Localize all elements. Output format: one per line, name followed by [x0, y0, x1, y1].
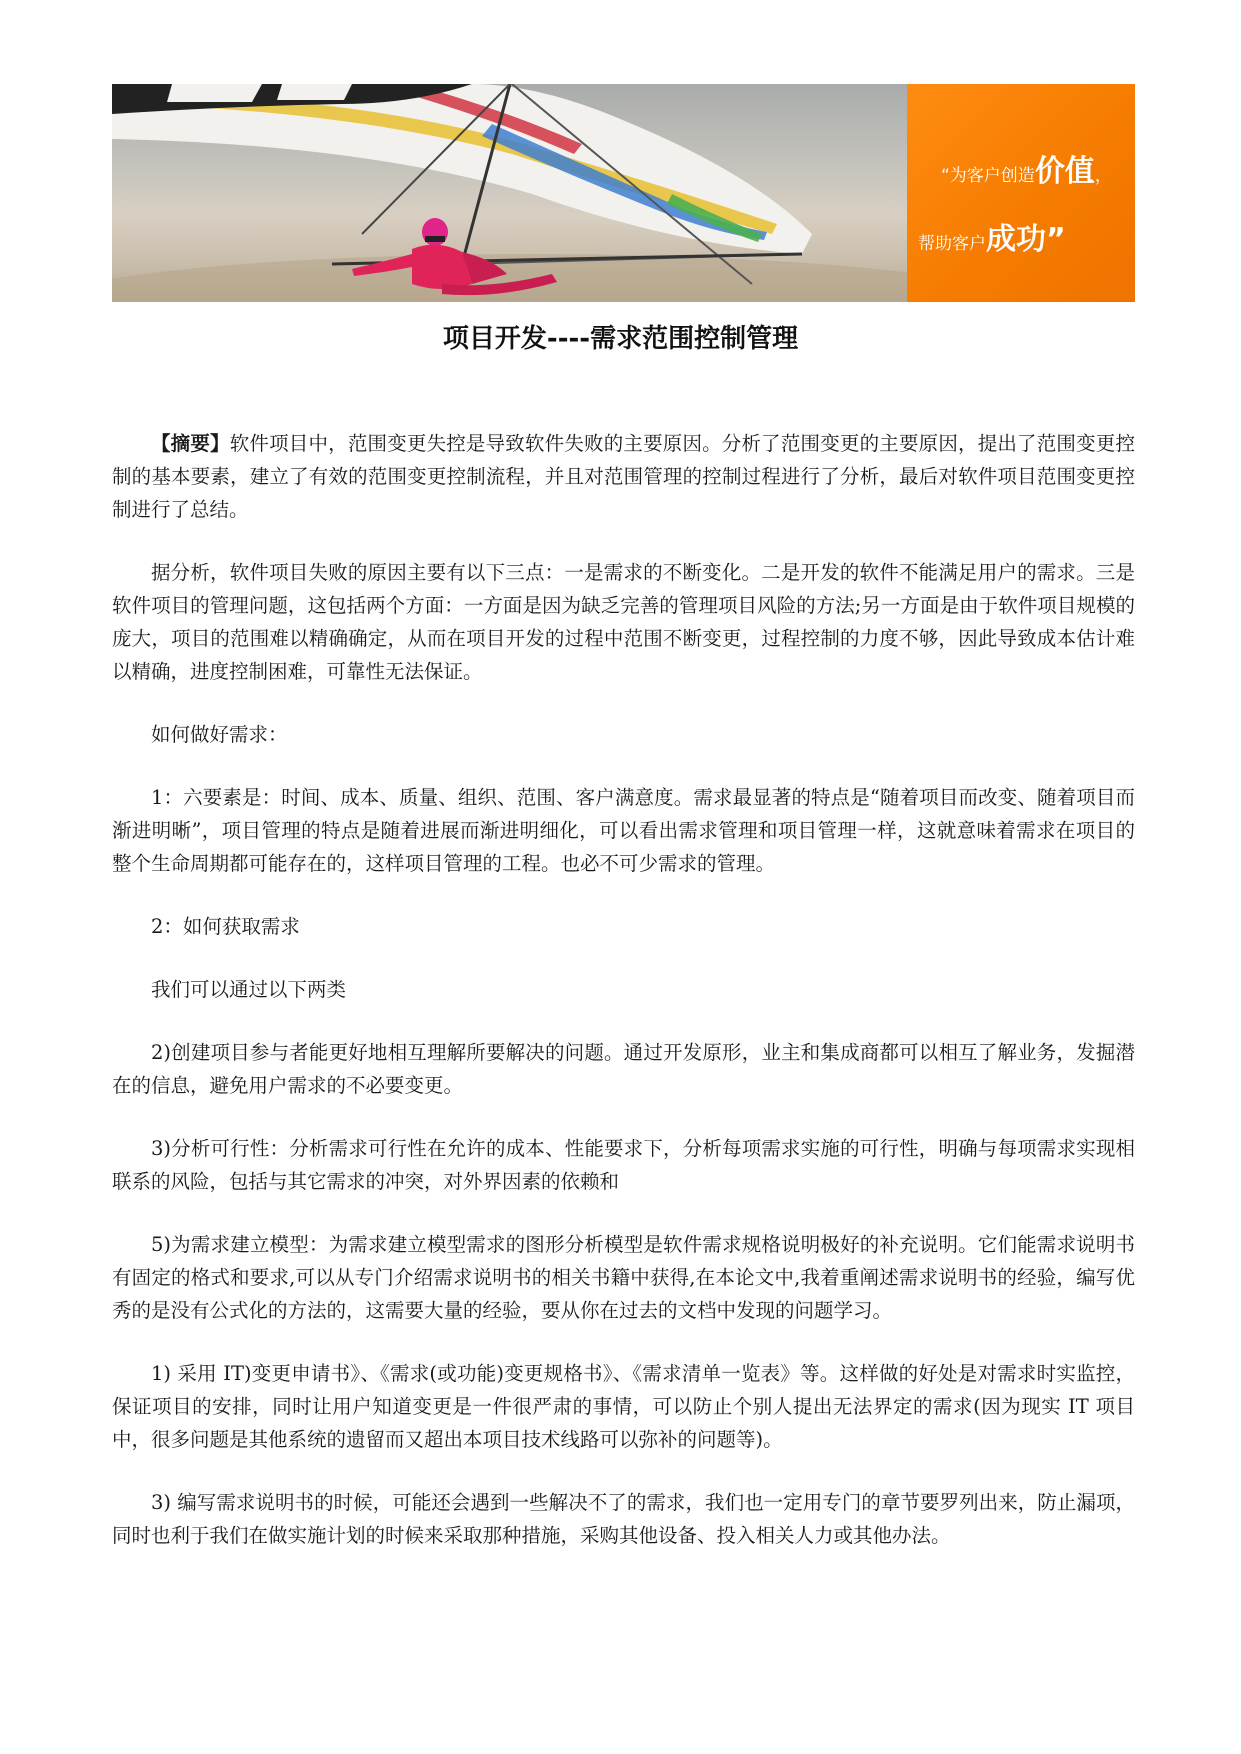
- abstract-paragraph: [112, 427, 1135, 526]
- hang-glider-illustration: [112, 84, 907, 302]
- abstract-text: 软件项目中，范围变更失控是导致软件失败的主要原因。分析了范围变更的主要原因，提出了范围变更控制的基本要素，建立了有效的范围变更控制流程，并且对范围管理的控制过程进行了分析，最后对软件项目范围变更控制进行了总结。: [112, 432, 1135, 521]
- paragraph-item-2: 2)创建项目参与者能更好地相互理解所要解决的问题。通过开发原形，业主和集成商都可以相互了解业务，发掘潜在的信息，避免用户需求的不必要变更。: [112, 1041, 1135, 1097]
- paragraph-item-3-spec: 3) 编写需求说明书的时候，可能还会遇到一些解决不了的需求，我们也一定用专门的章节要罗列出来，防止漏项，同时也利于我们在做实施计划的时候来采取那种措施，采购其他设备、投入相关人力或其他办法。: [112, 1491, 1135, 1547]
- slogan-suffix-2: ”: [1046, 222, 1066, 257]
- paragraph-two-types: 我们可以通过以下两类: [151, 978, 347, 1001]
- slogan-emphasis-2: 成功: [986, 222, 1046, 257]
- slogan-prefix-1: “为客户创造: [941, 166, 1035, 186]
- slogan-panel: [907, 84, 1135, 302]
- paragraph-item-3: 3)分析可行性：分析需求可行性在允许的成本、性能要求下，分析每项需求实施的可行性，明确与每项需求实现相联系的风险，包括与其它需求的冲突，对外界因素的依赖和: [112, 1137, 1135, 1193]
- slogan-suffix-1: ，: [1094, 166, 1112, 186]
- slogan-prefix-2: 帮助客户: [918, 234, 986, 254]
- paragraph-six-elements: 1：六要素是：时间、成本、质量、组织、范围、客户满意度。需求最显著的特点是“随着项目而改变、随着项目而渐进明晰”，项目管理的特点是随着进展而渐进明细化，可以看出需求管理和项目管理一样，这就意味着需求在项目的整个生命周期都可能存在的，这样项目管理的工程。也必不可少需求的管理。: [112, 786, 1135, 875]
- paragraph-how-to-do-requirements: 如何做好需求：: [151, 723, 288, 746]
- header-banner: [112, 84, 1135, 302]
- slogan-emphasis-1: 价值: [1034, 154, 1095, 189]
- hang-glider-photo: [112, 84, 907, 302]
- abstract-label: 【摘要】: [151, 432, 230, 455]
- slogan-line-1: [941, 146, 1112, 190]
- paragraph-item-1-change-request: 1) 采用 IT)变更申请书》、《需求(或功能)变更规格书》、《需求清单一览表》等。这样做的好处是对需求时实监控，保证项目的安排，同时让用户知道变更是一件很严肃的事情，可以防止个别人提出无法界定的需求(因为现实 IT 项目中，很多问题是其他系统的遗留而又超出本项目技术线路可以弥补的问题等)。: [112, 1362, 1135, 1451]
- paragraph-failure-causes: 据分析，软件项目失败的原因主要有以下三点：一是需求的不断变化。二是开发的软件不能满足用户的需求。三是软件项目的管理问题，这包括两个方面：一方面是因为缺乏完善的管理项目风险的方法;另一方面是由于软件项目规模的庞大，项目的范围难以精确确定，从而在项目开发的过程中范围不断变更，过程控制的力度不够，因此导致成本估计难以精确，进度控制困难，可靠性无法保证。: [112, 561, 1135, 683]
- document-body: [112, 427, 1135, 1582]
- slogan-line-2: [918, 214, 1066, 258]
- paragraph-how-to-obtain: 2：如何获取需求: [151, 915, 300, 938]
- paragraph-item-5: 5)为需求建立模型：为需求建立模型需求的图形分析模型是软件需求规格说明极好的补充说明。它们能需求说明书有固定的格式和要求,可以从专门介绍需求说明书的相关书籍中获得,在本论文中,我着重阐述需求说明书的经验，编写优秀的是没有公式化的方法的，这需要大量的经验，要从你在过去的文档中发现的问题学习。: [112, 1233, 1135, 1322]
- page-title: 项目开发----需求范围控制管理: [442, 324, 799, 354]
